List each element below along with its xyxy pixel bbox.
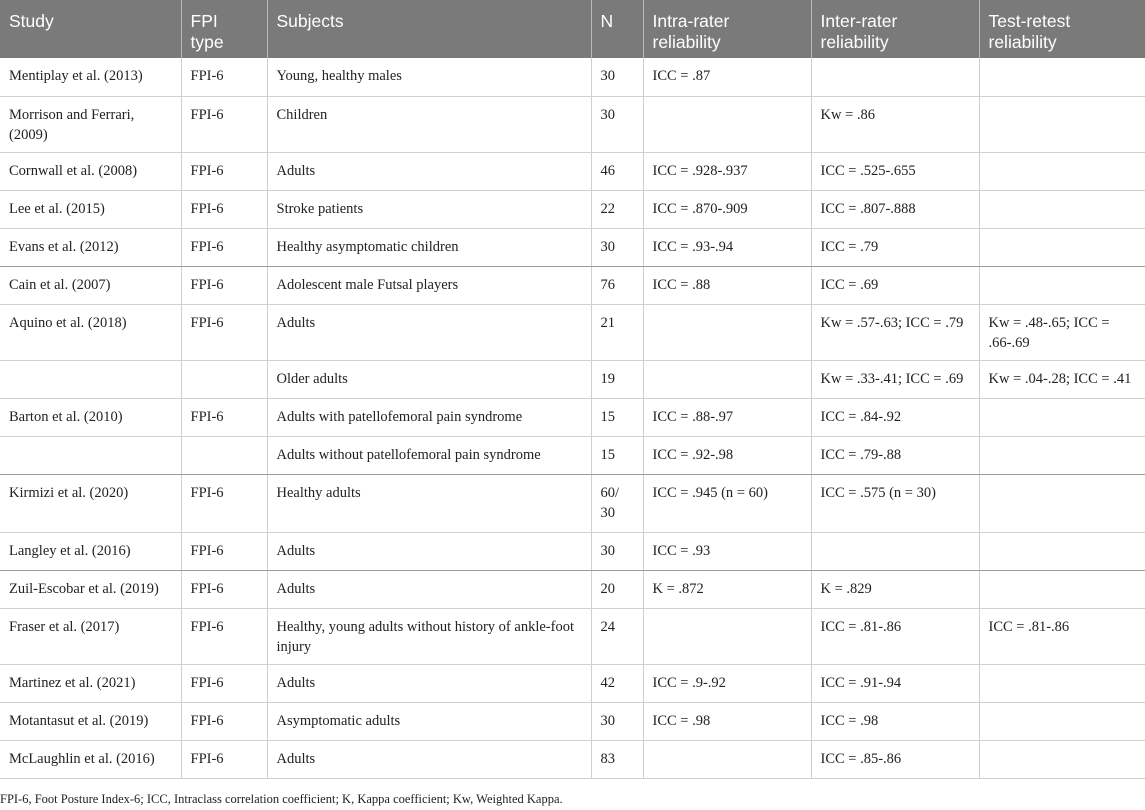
table-row	[0, 570, 1145, 608]
cell-fpi-type: FPI-6	[181, 474, 267, 532]
cell-fpi-type: FPI-6	[181, 190, 267, 228]
cell-study: Evans et al. (2012)	[0, 228, 181, 266]
cell-test-retest	[979, 96, 1145, 152]
header-inter-rater: Inter-rater reliability	[811, 0, 979, 58]
cell-subjects: Adults	[267, 664, 591, 702]
cell-test-retest: Kw = .04-.28; ICC = .41	[979, 360, 1145, 398]
cell-study: Mentiplay et al. (2013)	[0, 58, 181, 96]
cell-inter-rater: ICC = .79	[811, 228, 979, 266]
cell-n: 30	[591, 228, 643, 266]
cell-subjects: Asymptomatic adults	[267, 702, 591, 740]
cell-test-retest: ICC = .81-.86	[979, 608, 1145, 664]
table-row	[0, 436, 1145, 474]
cell-study: Cain et al. (2007)	[0, 266, 181, 304]
cell-fpi-type	[181, 436, 267, 474]
table-row	[0, 360, 1145, 398]
cell-test-retest	[979, 702, 1145, 740]
cell-subjects: Healthy, young adults without history of ankle-foot injury	[267, 608, 591, 664]
cell-study: Morrison and Ferrari, (2009)	[0, 96, 181, 152]
cell-n: 46	[591, 152, 643, 190]
cell-subjects: Adults with patellofemoral pain syndrome	[267, 398, 591, 436]
cell-intra-rater: ICC = .87	[643, 58, 811, 96]
table-row	[0, 740, 1145, 778]
cell-intra-rater: ICC = .9-.92	[643, 664, 811, 702]
cell-inter-rater: ICC = .85-.86	[811, 740, 979, 778]
cell-inter-rater: Kw = .33-.41; ICC = .69	[811, 360, 979, 398]
cell-n: 76	[591, 266, 643, 304]
cell-intra-rater: ICC = .98	[643, 702, 811, 740]
cell-study: Martinez et al. (2021)	[0, 664, 181, 702]
cell-fpi-type: FPI-6	[181, 228, 267, 266]
cell-test-retest: Kw = .48-.65; ICC = .66-.69	[979, 304, 1145, 360]
table-row	[0, 304, 1145, 360]
cell-n: 30	[591, 58, 643, 96]
cell-n: 21	[591, 304, 643, 360]
cell-inter-rater: ICC = .69	[811, 266, 979, 304]
header-n: N	[591, 0, 643, 58]
cell-fpi-type: FPI-6	[181, 532, 267, 570]
cell-inter-rater: Kw = .57-.63; ICC = .79	[811, 304, 979, 360]
header-intra-rater: Intra-rater reliability	[643, 0, 811, 58]
cell-study: Fraser et al. (2017)	[0, 608, 181, 664]
cell-fpi-type: FPI-6	[181, 398, 267, 436]
cell-intra-rater: ICC = .93-.94	[643, 228, 811, 266]
cell-fpi-type: FPI-6	[181, 608, 267, 664]
cell-test-retest	[979, 664, 1145, 702]
table-row	[0, 664, 1145, 702]
table-row	[0, 702, 1145, 740]
cell-intra-rater: ICC = .88	[643, 266, 811, 304]
cell-inter-rater: K = .829	[811, 570, 979, 608]
cell-subjects: Adults	[267, 152, 591, 190]
cell-intra-rater	[643, 96, 811, 152]
cell-subjects: Children	[267, 96, 591, 152]
table-row	[0, 608, 1145, 664]
cell-inter-rater: ICC = .575 (n = 30)	[811, 474, 979, 532]
cell-n: 22	[591, 190, 643, 228]
cell-subjects: Stroke patients	[267, 190, 591, 228]
cell-study: Aquino et al. (2018)	[0, 304, 181, 360]
cell-intra-rater	[643, 304, 811, 360]
cell-inter-rater: ICC = .79-.88	[811, 436, 979, 474]
cell-n: 15	[591, 398, 643, 436]
cell-inter-rater: ICC = .91-.94	[811, 664, 979, 702]
cell-study: Barton et al. (2010)	[0, 398, 181, 436]
cell-intra-rater	[643, 608, 811, 664]
cell-n: 30	[591, 532, 643, 570]
cell-fpi-type: FPI-6	[181, 304, 267, 360]
header-row	[0, 0, 1145, 58]
cell-subjects: Adults	[267, 532, 591, 570]
cell-fpi-type	[181, 360, 267, 398]
cell-inter-rater: ICC = .84-.92	[811, 398, 979, 436]
cell-intra-rater: ICC = .88-.97	[643, 398, 811, 436]
cell-test-retest	[979, 436, 1145, 474]
cell-intra-rater: ICC = .928-.937	[643, 152, 811, 190]
header-test-retest: Test-retest reliability	[979, 0, 1145, 58]
table-row	[0, 474, 1145, 532]
cell-test-retest	[979, 532, 1145, 570]
header-study: Study	[0, 0, 181, 58]
cell-intra-rater	[643, 740, 811, 778]
cell-n: 42	[591, 664, 643, 702]
cell-intra-rater: ICC = .945 (n = 60)	[643, 474, 811, 532]
cell-inter-rater: Kw = .86	[811, 96, 979, 152]
table-row	[0, 96, 1145, 152]
table-body	[0, 58, 1145, 778]
table-row	[0, 152, 1145, 190]
cell-study: Cornwall et al. (2008)	[0, 152, 181, 190]
table-row	[0, 190, 1145, 228]
cell-subjects: Adults	[267, 304, 591, 360]
cell-fpi-type: FPI-6	[181, 702, 267, 740]
table-row	[0, 532, 1145, 570]
cell-subjects: Healthy adults	[267, 474, 591, 532]
table-footnote: FPI-6, Foot Posture Index-6; ICC, Intraclass correlation coefficient; K, Kappa coefficient; Kw, Weighted Kappa.	[0, 792, 563, 806]
table-row	[0, 398, 1145, 436]
cell-n: 30	[591, 702, 643, 740]
cell-fpi-type: FPI-6	[181, 740, 267, 778]
cell-n: 30	[591, 96, 643, 152]
cell-test-retest	[979, 740, 1145, 778]
cell-study	[0, 436, 181, 474]
cell-subjects: Young, healthy males	[267, 58, 591, 96]
cell-test-retest	[979, 58, 1145, 96]
cell-test-retest	[979, 228, 1145, 266]
cell-inter-rater: ICC = .525-.655	[811, 152, 979, 190]
cell-subjects: Adults without patellofemoral pain syndrome	[267, 436, 591, 474]
header-subjects: Subjects	[267, 0, 591, 58]
cell-intra-rater: K = .872	[643, 570, 811, 608]
cell-subjects: Adults	[267, 570, 591, 608]
cell-fpi-type: FPI-6	[181, 58, 267, 96]
cell-study: Langley et al. (2016)	[0, 532, 181, 570]
cell-test-retest	[979, 398, 1145, 436]
cell-subjects: Adolescent male Futsal players	[267, 266, 591, 304]
cell-n: 83	[591, 740, 643, 778]
cell-n: 15	[591, 436, 643, 474]
cell-fpi-type: FPI-6	[181, 152, 267, 190]
cell-study: Kirmizi et al. (2020)	[0, 474, 181, 532]
header-fpi-type: FPI type	[181, 0, 267, 58]
cell-n: 20	[591, 570, 643, 608]
cell-inter-rater: ICC = .807-.888	[811, 190, 979, 228]
cell-test-retest	[979, 266, 1145, 304]
cell-inter-rater	[811, 532, 979, 570]
cell-inter-rater: ICC = .98	[811, 702, 979, 740]
cell-fpi-type: FPI-6	[181, 664, 267, 702]
cell-test-retest	[979, 152, 1145, 190]
table-row	[0, 228, 1145, 266]
cell-subjects: Older adults	[267, 360, 591, 398]
cell-intra-rater: ICC = .93	[643, 532, 811, 570]
cell-intra-rater: ICC = .870-.909	[643, 190, 811, 228]
cell-n: 60/ 30	[591, 474, 643, 532]
cell-study: McLaughlin et al. (2016)	[0, 740, 181, 778]
table-row	[0, 266, 1145, 304]
cell-n: 24	[591, 608, 643, 664]
cell-n: 19	[591, 360, 643, 398]
cell-intra-rater: ICC = .92-.98	[643, 436, 811, 474]
cell-fpi-type: FPI-6	[181, 266, 267, 304]
cell-test-retest	[979, 190, 1145, 228]
cell-fpi-type: FPI-6	[181, 570, 267, 608]
cell-inter-rater	[811, 58, 979, 96]
cell-test-retest	[979, 570, 1145, 608]
cell-study: Zuil-Escobar et al. (2019)	[0, 570, 181, 608]
cell-inter-rater: ICC = .81-.86	[811, 608, 979, 664]
cell-subjects: Adults	[267, 740, 591, 778]
cell-study: Motantasut et al. (2019)	[0, 702, 181, 740]
cell-subjects: Healthy asymptomatic children	[267, 228, 591, 266]
cell-test-retest	[979, 474, 1145, 532]
cell-fpi-type: FPI-6	[181, 96, 267, 152]
cell-study	[0, 360, 181, 398]
cell-study: Lee et al. (2015)	[0, 190, 181, 228]
cell-intra-rater	[643, 360, 811, 398]
table-row	[0, 58, 1145, 96]
